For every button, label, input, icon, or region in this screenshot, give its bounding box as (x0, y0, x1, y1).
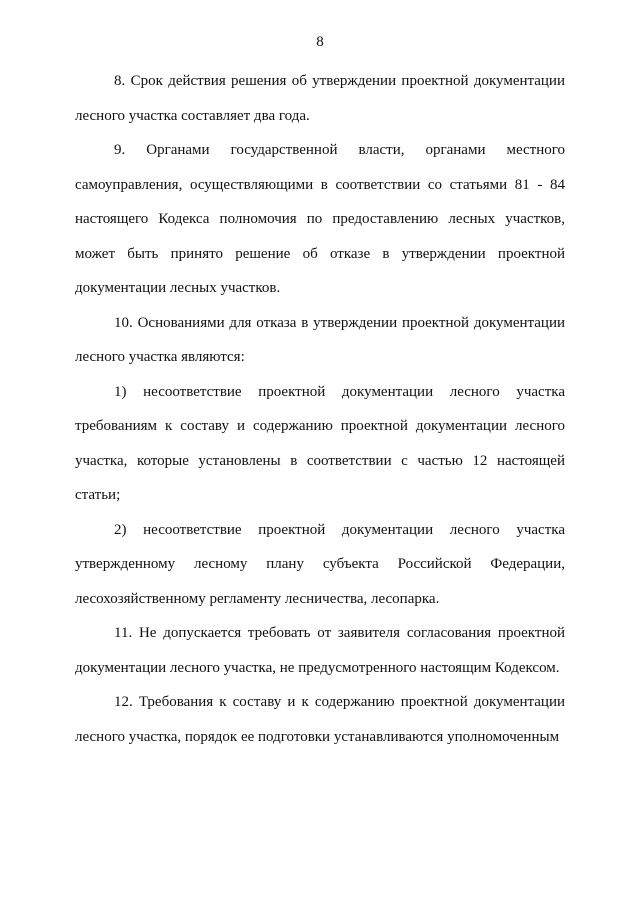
paragraph-10: 10. Основаниями для отказа в утверждении проектной документации лесного участка являются: (75, 314, 565, 365)
paragraph-12: 12. Требования к составу и к содержанию проектной документации лесного участка, порядок ее подготовки устанавливаются уполномоченным (75, 694, 565, 745)
paragraph-9: 9. Органами государственной власти, органами местного самоуправления, осуществляющими в соответствии со статьями 81 - 84 настоящего Кодекса полномочия по предоставлению лесных участков, может быть принято решение об отказе в утверждении проектной документации лесных участков. (75, 142, 565, 296)
document-body (75, 64, 565, 754)
page-number: 8 (316, 34, 324, 50)
paragraph-11: 11. Не допускается требовать от заявителя согласования проектной документации лесного участка, не предусмотренного настоящим Кодексом. (75, 625, 565, 676)
list-item-1: 1) несоответствие проектной документации лесного участка требованиям к составу и содержанию проектной документации лесного участка, которые установлены в соответствии с частью 12 настоящей статьи; (75, 383, 565, 503)
paragraph-8: 8. Срок действия решения об утверждении проектной документации лесного участка составляет два года. (75, 73, 565, 124)
list-item-2: 2) несоответствие проектной документации лесного участка утвержденному лесному плану субъекта Российской Федерации, лесохозяйственному регламенту лесничества, лесопарка. (75, 521, 565, 607)
